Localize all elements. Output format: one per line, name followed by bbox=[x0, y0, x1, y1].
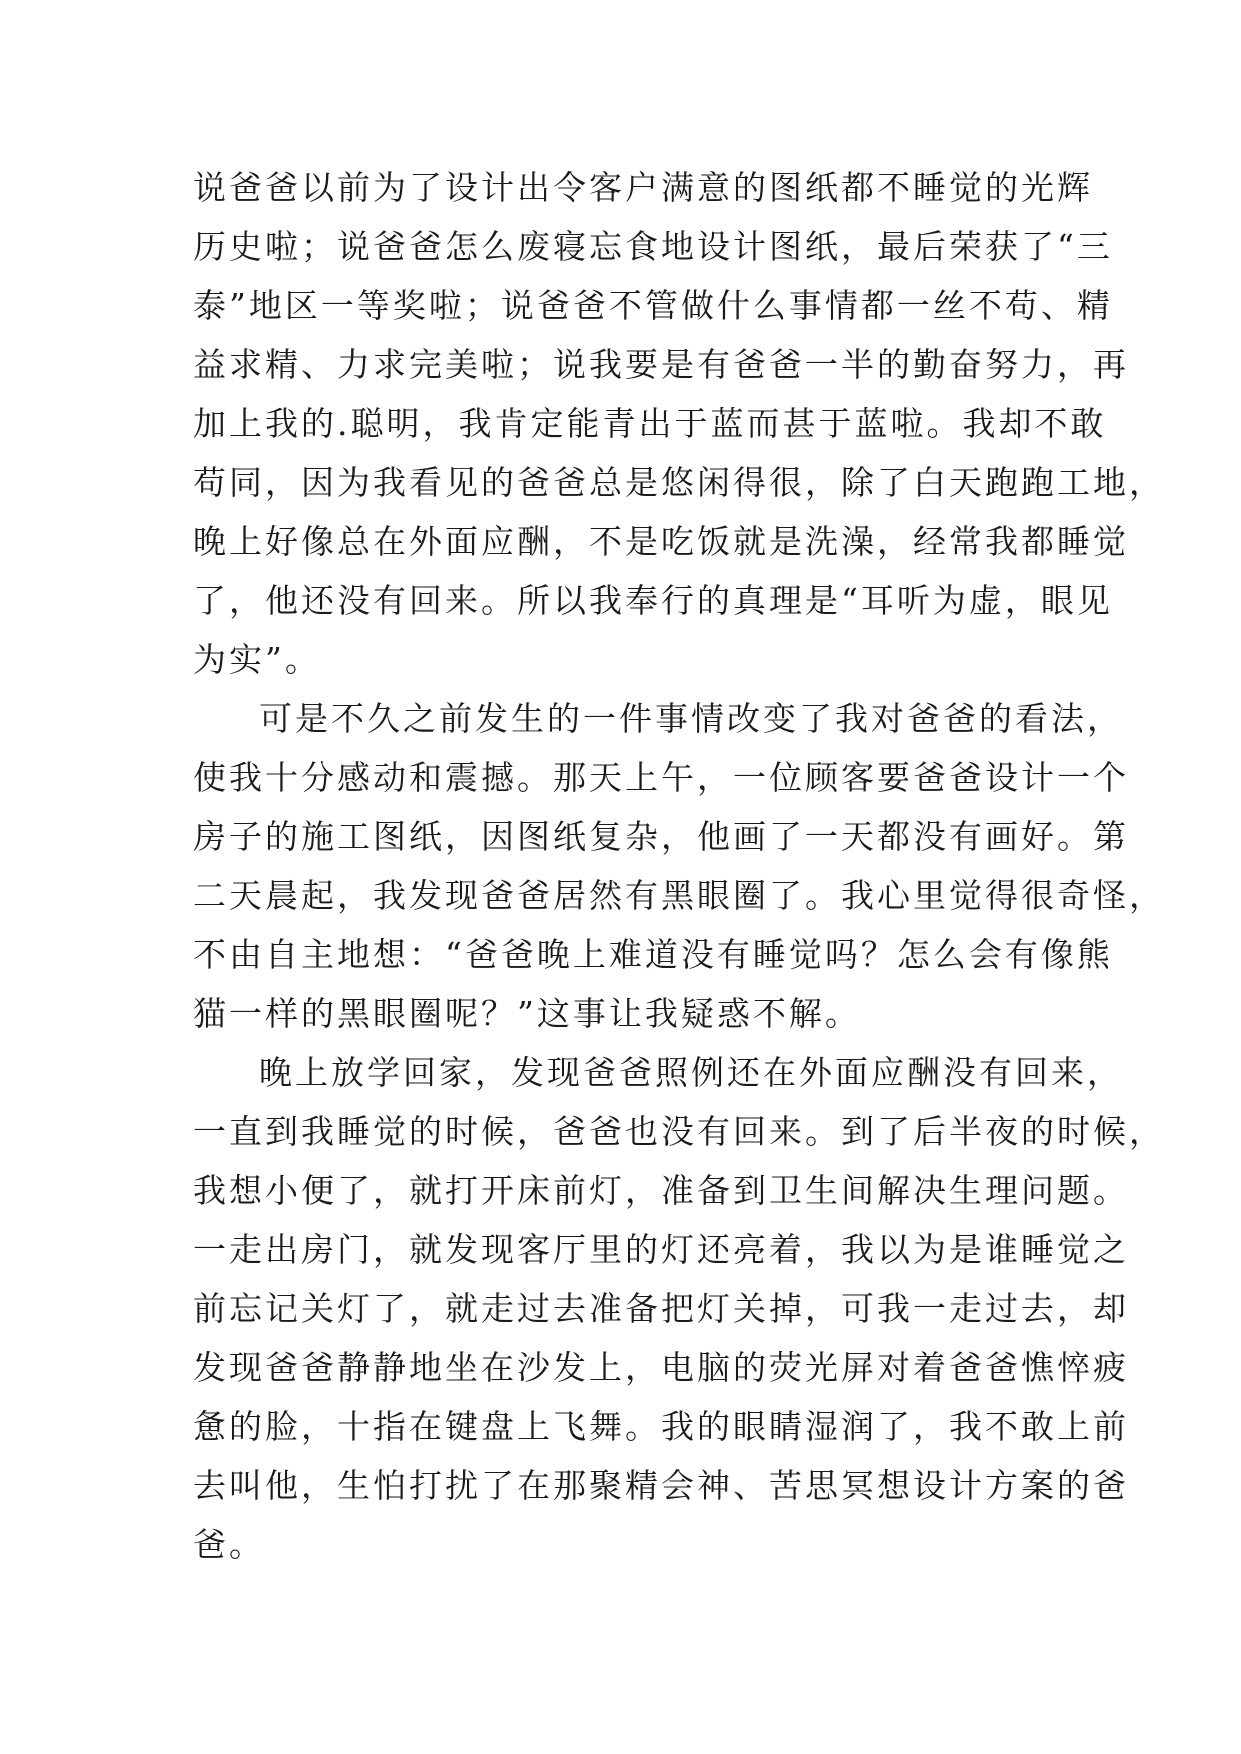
paragraph-1 bbox=[193, 158, 1165, 689]
text-line: 了，他还没有回来。所以我奉行的真理是“耳听为虚，眼见 bbox=[193, 581, 1113, 620]
text-line: 发现爸爸静静地坐在沙发上，电脑的荧光屏对着爸爸憔悴疲 bbox=[193, 1348, 1129, 1387]
text-line: 苟同，因为我看见的爸爸总是悠闲得很，除了白天跑跑工地， bbox=[193, 463, 1165, 502]
text-line: 我想小便了，就打开床前灯，准备到卫生间解决生理问题。 bbox=[193, 1171, 1129, 1210]
text-line: 爸。 bbox=[193, 1525, 265, 1564]
text-line: 猫一样的黑眼圈呢？”这事让我疑惑不解。 bbox=[193, 994, 861, 1033]
text-line: 说爸爸以前为了设计出令客户满意的图纸都不睡觉的光辉 bbox=[193, 168, 1093, 207]
text-line: 使我十分感动和震撼。那天上午，一位顾客要爸爸设计一个 bbox=[193, 758, 1129, 797]
text-line: 加上我的.聪明，我肯定能青出于蓝而甚于蓝啦。我却不敢 bbox=[193, 404, 1107, 443]
text-line: 一直到我睡觉的时候，爸爸也没有回来。到了后半夜的时候， bbox=[193, 1112, 1165, 1151]
text-line: 为实”。 bbox=[193, 640, 321, 679]
text-line: 去叫他，生怕打扰了在那聚精会神、苦思冥想设计方案的爸 bbox=[193, 1466, 1129, 1505]
text-line: 一走出房门，就发现客厅里的灯还亮着，我以为是谁睡觉之 bbox=[193, 1230, 1129, 1269]
text-line: 二天晨起，我发现爸爸居然有黑眼圈了。我心里觉得很奇怪， bbox=[193, 876, 1165, 915]
text-line: 可是不久之前发生的一件事情改变了我对爸爸的看法， bbox=[259, 699, 1123, 738]
text-line: 历史啦；说爸爸怎么废寝忘食地设计图纸，最后荣获了“三 bbox=[193, 227, 1113, 266]
paragraph-3 bbox=[193, 1043, 1165, 1574]
text-line: 晚上放学回家，发现爸爸照例还在外面应酬没有回来， bbox=[259, 1053, 1123, 1092]
text-line: 泰”地区一等奖啦；说爸爸不管做什么事情都一丝不苟、精 bbox=[193, 286, 1113, 325]
text-line: 前忘记关灯了，就走过去准备把灯关掉，可我一走过去，却 bbox=[193, 1289, 1129, 1328]
text-line: 不由自主地想：“爸爸晚上难道没有睡觉吗？怎么会有像熊 bbox=[193, 935, 1113, 974]
text-line: 益求精、力求完美啦；说我要是有爸爸一半的勤奋努力，再 bbox=[193, 345, 1129, 384]
text-line: 晚上好像总在外面应酬，不是吃饭就是洗澡，经常我都睡觉 bbox=[193, 522, 1129, 561]
body-text bbox=[193, 158, 1165, 1574]
paragraph-2 bbox=[193, 689, 1165, 1043]
text-line: 房子的施工图纸，因图纸复杂，他画了一天都没有画好。第 bbox=[193, 817, 1129, 856]
text-line: 惫的脸，十指在键盘上飞舞。我的眼睛湿润了，我不敢上前 bbox=[193, 1407, 1129, 1446]
